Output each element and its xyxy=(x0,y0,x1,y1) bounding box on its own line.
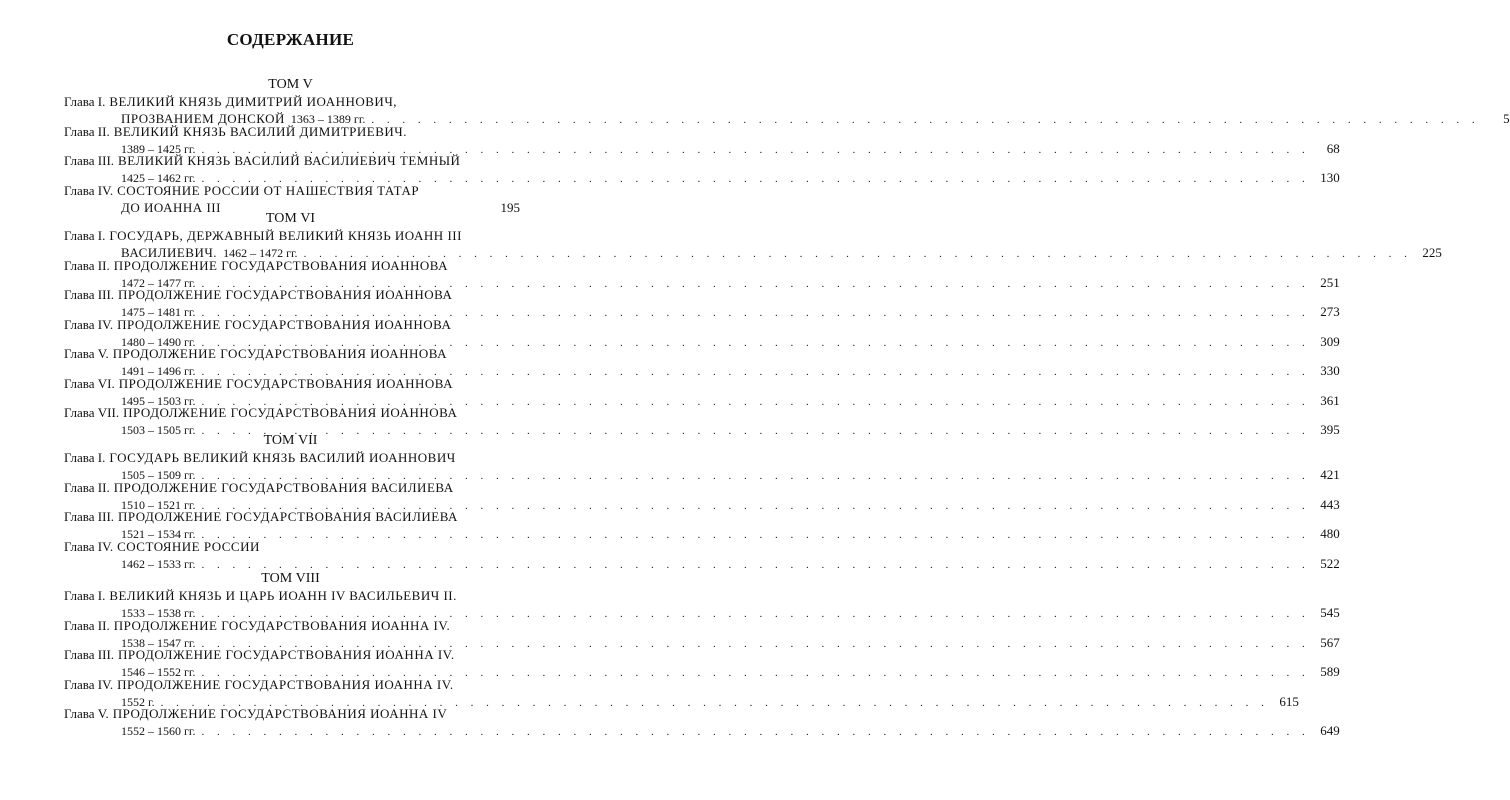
chapter-subtitle: ВАСИЛИЕВИЧ. xyxy=(121,245,218,260)
page-title: СОДЕРЖАНИЕ xyxy=(226,30,355,49)
chapter-subtitle: ПРОЗВАНИЕМ ДОНСКОЙ xyxy=(121,111,285,126)
entry-heading-line xyxy=(64,676,520,693)
toc-entry xyxy=(64,538,1340,572)
chapter-subtitle: ДО ИОАННА III xyxy=(121,199,221,215)
chapter-title: ВЕЛИКИЙ КНЯЗЬ ВАСИЛИЙ ВАСИЛИЕВИЧ ТЕМНЫЙ xyxy=(118,153,461,168)
chapter-title: ПРОДОЛЖЕНИЕ ГОСУДАРСТВОВАНИЯ ВАСИЛИЕВА xyxy=(113,479,454,495)
entry-heading-line xyxy=(64,316,520,333)
chapter-title: ВЕЛИКИЙ КНЯЗЬ ДИМИТРИЙ ИОАННОВИЧ, xyxy=(109,94,398,109)
chapter-dates: 1552 – 1560 гг. xyxy=(121,724,196,738)
entry-heading-line xyxy=(64,182,520,199)
chapter-title: ПРОДОЛЖЕНИЕ ГОСУДАРСТВОВАНИЯ ИОАННА IV. xyxy=(118,647,455,662)
volume-heading: ТОМ VI xyxy=(265,211,316,226)
leader-dots: . . . . . . . . . . . . . . . . . . . . . . . . . . . . . . . . . . . . . . . . . . . . . . . . . . . . . . . . . . . . . . . . . . . . . . . . xyxy=(303,248,1412,260)
chapter-number: Глава I. xyxy=(64,450,106,465)
chapter-number: Глава V. xyxy=(64,706,109,721)
leader-dots: . . . . . . . . . . . . . . . . . . . . . . . . . . . . . . . . . . . . . . . . . . . . . . . . . . . . . . . . . . . . . . . . . . . . . . . . xyxy=(201,470,1310,482)
page-number: 361 xyxy=(1320,392,1340,408)
leader-dots: . . . . . . . . . . . . . . . . . . . . . . . . . . . . . . . . . . . . . . . . . . . . . . . . . . . . . . . . . . . . . . . . . . . . . . . . xyxy=(201,143,1310,156)
chapter-title: ПРОДОЛЖЕНИЕ ГОСУДАРСТВОВАНИЯ ИОАННОВА xyxy=(123,405,458,420)
leader-dots: . . . . . . . . . . . . . . . . . . . . . . . . . . . . . . . . . . . . . . . . . . . . . . . . . . . . . . . . . . . . . . . . . . . . . . . . xyxy=(201,395,1310,408)
chapter-dates: 1475 – 1481 гг. xyxy=(121,305,196,319)
chapter-title: ВЕЛИКИЙ КНЯЗЬ ВАСИЛИЙ ДИМИТРИЕВИЧ. xyxy=(113,123,407,139)
chapter-dates: 1472 – 1477 гг. xyxy=(121,275,196,290)
leader-dots: . . . . . . . . . . . . . . . . . . . . . . . . . . . . . . . . . . . . . . . . . . . . . . . . . . . . . . . . . . . . . . . . . . . . . . . . xyxy=(371,114,1480,126)
volume-heading: ТОМ VIII xyxy=(261,571,320,586)
leader-dots: . . . . . . . . . . . . . . . . . . . . . . . . . . . . . . . . . . . . . . . . . . . . . . . . . . . . . . . . . . . . . . . . . . . . . . . . xyxy=(201,529,1310,541)
chapter-number: Глава V. xyxy=(64,346,109,361)
leader-dots: . . . . . . . . . . . . . . . . . . . . . . . . . . . . . . . . . . . . . . . . . . . . . . . . . . . . . . . . . . . . . . . . . . . . . . . . xyxy=(201,499,1310,512)
chapter-title: ГОСУДАРЬ, ДЕРЖАВНЫЙ ВЕЛИКИЙ КНЯЗЬ ИОАНН III xyxy=(109,228,462,243)
leader-dots: . . . . . . . . . . . . . . . . . . . . . . . . . . . . . . . . . . . . . . . . . . . . . . . . . . . . . . . . . . . . . . . . . . . . . . . . xyxy=(201,558,1310,571)
chapter-dates: 1495 – 1503 гг. xyxy=(121,393,196,408)
page-number: 251 xyxy=(1320,274,1340,290)
entry-heading-line xyxy=(64,227,520,244)
entry-heading-line xyxy=(64,705,520,722)
entry-detail-line xyxy=(64,555,1340,572)
page-number: 273 xyxy=(1320,304,1340,319)
chapter-number: Глава III. xyxy=(64,647,115,662)
leader-dots: . . . . . . . . . . . . . . . . . . . . . . . . . . . . . . . . . . . . . . . . . . . . . . . . . . . . . . . . . . . . . . . . . . . . . . . . xyxy=(201,173,1310,185)
leader-dots: . . . . . . . . . . . . . . . . . . . . . . . . . . . . . . . . . . . . . . . . . . . . . . . . . . . . . . . . . . . . . . . . . . . . . . . . xyxy=(201,608,1310,620)
page-number: 480 xyxy=(1320,526,1340,541)
chapter-dates: 1363 – 1389 гг. xyxy=(290,112,366,126)
chapter-number: Глава VI. xyxy=(64,375,115,391)
leader-dots: . . . . . . . . . . . . . . . . . . . . . . . . . . . . . . . . . . . . . . . . . . . . . . . . . . . . . . . . . . . . . . . . . . . . . . . . xyxy=(201,637,1310,650)
leader-dots: . . . . . . . . . . . . . . . . . . . . . . . . . . . . . . . . . . . . . . . . . . . . . . . . . . . . . . . . . . . . . . . . . . . . . . . . xyxy=(201,726,1310,738)
chapter-dates: 1425 – 1462 гг. xyxy=(121,171,196,185)
chapter-title: ПРОДОЛЖЕНИЕ ГОСУДАРСТВОВАНИЯ ИОАННОВА xyxy=(117,316,452,332)
leader-dots: . . . . . . . . . . . . . . . . . . . . . . . . . . . . . . . . . . . . . . . . . . . . . . . . . . . . . . . . . . . . . . . . . . . . . . . . xyxy=(201,336,1310,349)
chapter-title: ПРОДОЛЖЕНИЕ ГОСУДАРСТВОВАНИЯ ИОАННОВА xyxy=(118,287,453,302)
chapter-dates: 1462 – 1472 гг. xyxy=(223,246,298,260)
chapter-number: Глава III. xyxy=(64,509,115,524)
chapter-title: ПРОДОЛЖЕНИЕ ГОСУДАРСТВОВАНИЯ ВАСИЛИЕВА xyxy=(118,509,458,524)
chapter-number: Глава III. xyxy=(64,287,115,302)
entry-heading-line xyxy=(64,508,520,525)
entry-heading-line xyxy=(64,479,520,496)
entry-heading-line xyxy=(64,152,520,169)
volume-heading: ТОМ V xyxy=(268,77,313,92)
chapter-dates: 1462 – 1533 гг. xyxy=(121,556,196,571)
chapter-title: СОСТОЯНИЕ РОССИИ xyxy=(117,538,260,554)
chapter-dates: 1503 – 1505 гг. xyxy=(121,423,196,437)
chapter-title: ПРОДОЛЖЕНИЕ ГОСУДАРСТВОВАНИЯ ИОАННОВА xyxy=(118,375,454,391)
chapter-dates: 1510 – 1521 гг. xyxy=(121,497,196,512)
entry-heading-line xyxy=(64,123,520,140)
leader-dots: . . . . . . . . . . . . . . . . . . . . . . . . . . . . . . . . . . . . . . . . . . . . . . . . . . . . . . . . . . . . . . . . . . . . . . . . xyxy=(201,307,1310,319)
chapter-dates: 1491 – 1496 гг. xyxy=(121,364,196,378)
chapter-number: Глава I. xyxy=(64,588,106,603)
chapter-number: Глава IV. xyxy=(64,316,114,332)
chapter-dates: 1533 – 1538 гг. xyxy=(121,606,196,620)
entry-heading-line xyxy=(64,375,520,392)
chapter-title: ВЕЛИКИЙ КНЯЗЬ И ЦАРЬ ИОАНН IV ВАСИЛЬЕВИЧ II. xyxy=(109,588,457,603)
entry-detail-line xyxy=(64,722,1340,739)
chapter-dates: 1552 г. xyxy=(121,694,155,709)
page-number: 522 xyxy=(1320,555,1340,571)
page-number: 443 xyxy=(1320,496,1340,512)
page-number: 395 xyxy=(1320,422,1340,437)
chapter-title: ПРОДОЛЖЕНИЕ ГОСУДАРСТВОВАНИЯ ИОАННОВА xyxy=(113,257,449,273)
page-number: 5 xyxy=(1503,111,1510,126)
chapter-title: ПРОДОЛЖЕНИЕ ГОСУДАРСТВОВАНИЯ ИОАННА IV. xyxy=(113,617,451,633)
page-number: 421 xyxy=(1320,467,1340,482)
chapter-number: Глава IV. xyxy=(64,182,114,198)
entry-heading-line xyxy=(64,617,520,634)
page-number: 615 xyxy=(1279,693,1299,709)
page-number: 649 xyxy=(1320,723,1340,738)
entry-heading-line xyxy=(64,587,520,604)
page-number: 309 xyxy=(1320,333,1340,349)
entry-heading-line xyxy=(64,257,520,274)
chapter-number: Глава IV. xyxy=(64,538,114,554)
leader-dots: . . . . . . . . . . . . . . . . . . . . . . . . . . . . . . . . . . . . . . . . . . . . . . . . . . . . . . . . . . . . . . . . . . . . . . . . xyxy=(201,366,1310,378)
chapter-title: ПРОДОЛЖЕНИЕ ГОСУДАРСТВОВАНИЯ ИОАННА IV xyxy=(112,706,448,721)
chapter-number: Глава VII. xyxy=(64,405,120,420)
entry-heading-line xyxy=(64,286,520,303)
chapter-dates: 1521 – 1534 гг. xyxy=(121,527,196,541)
page-number: 545 xyxy=(1320,605,1340,620)
entry-heading-line xyxy=(64,538,520,555)
chapter-title: ПРОДОЛЖЕНИЕ ГОСУДАРСТВОВАНИЯ ИОАННА IV. xyxy=(117,676,454,692)
chapter-dates: 1538 – 1547 гг. xyxy=(121,635,196,650)
chapter-number: Глава I. xyxy=(64,94,106,109)
page-number: 195 xyxy=(500,199,520,215)
page-number: 330 xyxy=(1320,363,1340,378)
chapter-title: ПРОДОЛЖЕНИЕ ГОСУДАРСТВОВАНИЯ ИОАННОВА xyxy=(112,346,448,361)
chapter-number: Глава II. xyxy=(64,479,110,495)
chapter-number: Глава III. xyxy=(64,153,115,168)
chapter-number: Глава IV. xyxy=(64,676,114,692)
page-number: 589 xyxy=(1320,664,1340,679)
leader-dots: . . . . . . . . . . . . . . . . . . . . . . . . . . . . . . . . . . . . . . . . . . . . . . . . . . . . . . . . . . . . . . . . . . . . . . . . xyxy=(201,667,1310,679)
chapter-number: Глава II. xyxy=(64,257,110,273)
entry-heading-line xyxy=(64,404,520,421)
chapter-title: ГОСУДАРЬ ВЕЛИКИЙ КНЯЗЬ ВАСИЛИЙ ИОАННОВИЧ xyxy=(109,450,456,465)
entry-heading-line xyxy=(64,646,520,663)
chapter-dates: 1546 – 1552 гг. xyxy=(121,665,196,679)
chapter-number: Глава I. xyxy=(64,228,106,243)
toc-entry xyxy=(64,705,1340,739)
leader-dots: . . . . . . . . . . . . . . . . . . . . . . . . . . . . . . . . . . . . . . . . . . . . . . . . . . . . . . . . . . . . . . . . . . . . . . . . xyxy=(160,696,1269,709)
page-number: 567 xyxy=(1320,634,1340,650)
entry-heading-line xyxy=(64,93,520,110)
leader-dots: . . . . . . . . . . . . . . . . . . . . . . . . . . . . . . . . . . . . . . . . . . . . . . . . . . . . . . . . . . . . . . . . . . . . . . . . xyxy=(201,425,1310,437)
chapter-title: СОСТОЯНИЕ РОССИИ ОТ НАШЕСТВИЯ ТАТАР xyxy=(117,182,420,198)
entry-heading-line xyxy=(64,345,520,362)
volume-heading: ТОМ VII xyxy=(263,433,318,448)
entry-heading-line xyxy=(64,449,520,466)
chapter-dates: 1389 – 1425 гг. xyxy=(121,141,196,156)
chapter-dates: 1480 – 1490 гг. xyxy=(121,334,196,349)
chapter-number: Глава II. xyxy=(64,123,110,139)
page-number: 130 xyxy=(1320,170,1340,185)
chapter-number: Глава II. xyxy=(64,617,110,633)
chapter-dates: 1505 – 1509 гг. xyxy=(121,468,196,482)
page-number: 225 xyxy=(1422,245,1442,260)
leader-dots: . . . . . . . . . . . . . . . . . . . . . . . . . . . . . . . . . . . . . . . . . . . . . . . . . . . . . . . . . . . . . . . . . . . . . . . . xyxy=(201,277,1310,290)
page-number: 68 xyxy=(1326,140,1340,156)
